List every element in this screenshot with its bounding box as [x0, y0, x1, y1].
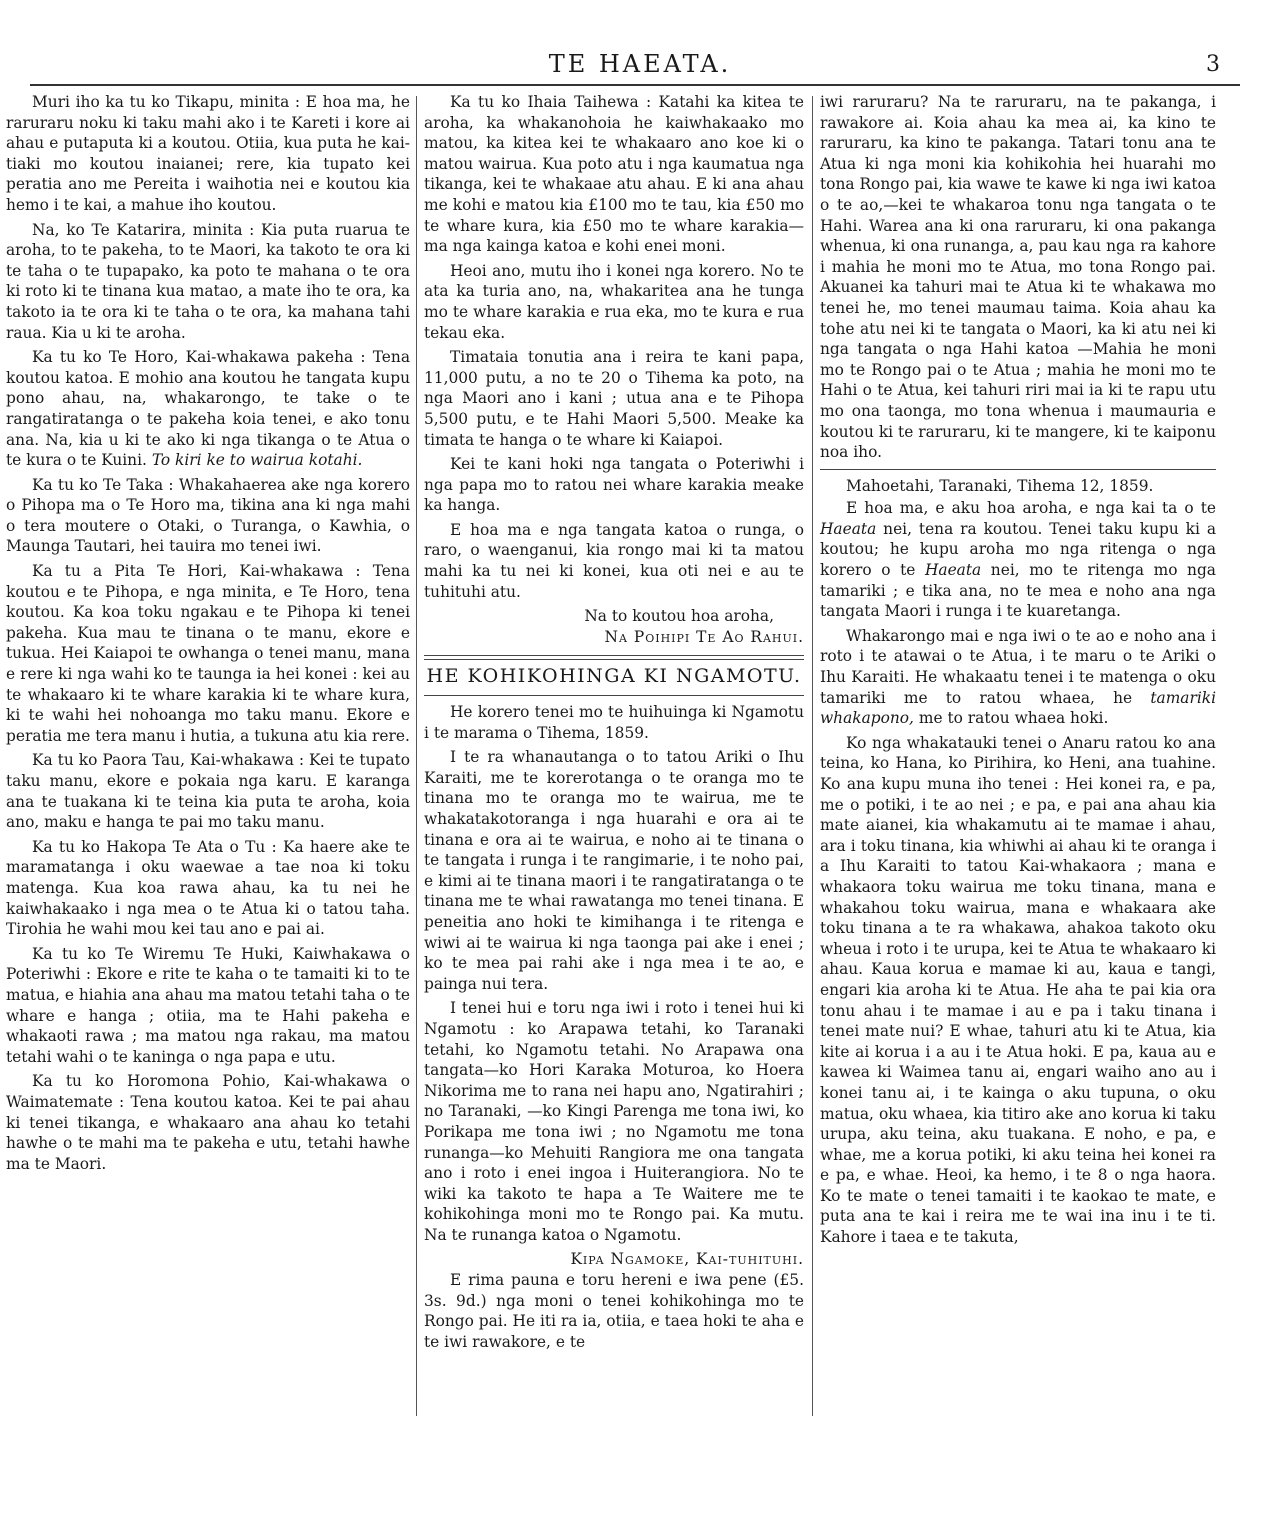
- column-1: [6, 92, 410, 1178]
- section-rule: [424, 655, 804, 660]
- paragraph: iwi raruraru? Na te raruraru, na te pakanga, i rawakore ai. Koia ahau ka mea ai, ka kino te raruraru, ka kino te pakanga. Tatari tonu ana te Atua ki nga moni kia kohikohia hei huarahi mo tona Rongo pai, kia wawe te kawe ki nga iwi katoa o te ao,—kei te whakaroa tonu nga tangata o te Hahi. Warea ana ki ona raruraru, ki ona pakanga whenua, ki ona runanga, a, pau kau nga ra kahore i mahia he moni mo te Atua, mo tona Rongo pai. Akuanei ka tahuri mai te Atua ki te whakawa mo tenei he, mo tenei maumau taima. Koia ahau ka tohe atu nei ki te tangata o Maori, ka ki atu nei ki nga tangata o nga Hahi katoa —Mahia he moni mo te Rongo pai o te Atua ; mahia he moni mo te Hahi o te Atua, kei tahuri riri mai ia ki te rapu utu mo ona taonga, mo tona whenua i maumauria e koutou ki te raruraru, ki te mangere, ki te kaiponu noa iho.: [820, 93, 1216, 462]
- page-header: [0, 40, 1280, 84]
- paragraph-text: Ka tu ko Te Horo, Kai-whakawa pakeha : Tena koutou katoa. E mohio ana koutou he tangata kupu pono ahau, na, whakarongo, te take o te rangatiratanga o te pakeha koia tenei, e ako tonu ana. Na, kia u ki te ako ki nga tikanga o te Atua o te kura o te Kuini.: [6, 348, 410, 470]
- paragraph: Ka tu a Pita Te Hori, Kai-whakawa : Tena koutou e te Pihopa, e nga minita, e Te Horo, tena koutou. Ka koa toku ngakau e te Pihopa ki tenei pakeha. Kua mau te tinana o te manu, ekore e tukua. Hei Kaiapoi te owhanga o tenei manu, mana e rere ki nga wahi ko te taunga ia hei konei : kei au te whakaaro ki te whare karakia ki te whare kura, ki te wahi hei nohoanga mo taku manu. Ekore e peratia me tera manu i hutia, a tukuna atu kia rere.: [6, 562, 410, 745]
- paragraph: Ka tu ko Paora Tau, Kai-whakawa : Kei te tupato taku manu, ekore e pokaia nga karu. E karanga ana te tuakana ki te teina kia puta te aroha, koia ano, maku e hanga te pai mo taku manu.: [6, 751, 410, 832]
- dateline: Mahoetahi, Taranaki, Tihema 12, 1859.: [846, 476, 1154, 495]
- paragraph-text: Whakarongo mai e nga iwi o te ao e noho ana i roto i te atawai o te Atua, i te maru o te Ariki o Ihu Karaiti. He whakaatu tenei i te matenga o oku tamariki me to ratou whaea, he: [820, 626, 1216, 707]
- paragraph: Heoi ano, mutu iho i konei nga korero. No te ata ka turia ano, na, whakaritea ana he tunga mo te whare karakia e rua eka, mo te kura e rua tekau eka.: [424, 261, 804, 342]
- newspaper-title: TE HAEATA.: [548, 50, 732, 78]
- paragraph-text: nei, tena ra koutou. Tenei taku kupu ki a koutou; he kupu aroha mo nga ritenga o nga korero o te: [820, 519, 1216, 580]
- paragraph: [820, 626, 1216, 729]
- column-3: [820, 92, 1216, 1252]
- paragraph: I te ra whanautanga o to tatou Ariki o Ihu Karaiti, me te korerotanga o te oranga mo te tinana mo te oranga mo te wairua, me te whakatakotoranga i nga huarahi e ora ai te tinana e ora ai te wairua, e noho ai te tinana o te tangata i runga i te rangimarie, i te noho pai, e kimi ai te tinana maori i te rangatiratanga o te tinana me te whai rawatanga mo tenei tinana. E peneitia ano hoki te kimihanga i te ritenga e wiwi ai te wairua ki nga taonga pai ake i enei ; ko te mea pai rahi ake i nga mea i te ao, e painga nui tera.: [424, 748, 804, 993]
- letter-closing: Na to koutou hoa aroha,: [584, 607, 774, 626]
- paragraph: I tenei hui e toru nga iwi i roto i tenei hui ki Ngamotu : ko Arapawa tetahi, ko Taranaki tetahi, ko Ngamotu tetahi. No Arapawa ona tangata—ko Hori Karaka Moturoa, ko Hoera Nikorima me to rana nei hapu ano, Ngatirahiri ; no Taranaki, —ko Kingi Parenga me tona iwi, ko Porikapa me tona iwi ; no Ngamotu me tona runanga—ko Mehuiti Rangiora me ona tangata ano i roto i enei ingoa i Huiterangiora. No te wiki ka takoto te hapa a Te Waitere me te kohikohinga moni mo te Rongo pai. Ka mutu. Na te runanga katoa o Ngamotu.: [424, 999, 804, 1244]
- paragraph: [6, 347, 410, 471]
- paragraph-text: nei, mo te ritenga mo nga tamariki ; e tika ana, no te mea e noho ana nga tangata Maori i runga i te kuaretanga.: [820, 561, 1216, 621]
- paragraph: Ka tu ko Te Taka : Whakahaerea ake nga korero o Pihopa ma o Te Horo ma, tikina ana ki nga mahi o tera moutere o Otaki, o Turanga, o Kawhia, o Maunga Tautari, hei tauira mo tenei iwi.: [6, 475, 410, 556]
- paragraph: Timataia tonutia ana i reira te kani papa, 11,000 putu, a no te 20 o Tihema ka poto, na nga Maori ano i kani ; utua ana e te Pihopa 5,500 putu, e te Hahi Maori 5,500. Meake ka timata te hanga o te whare ki Kaiapoi.: [424, 348, 804, 449]
- italic-phrase: tamariki whakapono,: [820, 688, 1216, 728]
- paragraph: Ka tu ko Hakopa Te Ata o Tu : Ka haere ake te maramatanga i oku waewae a tae noa ki toku matenga. Kua koa rawa ahau, ka tu nei he kaiwhakaako i nga mea o te Atua ki o tatou taha. Tirohia he wahi mou kei tau ano e pai ai.: [6, 837, 410, 939]
- paragraph: E rima pauna e toru hereni e iwa pene (£5. 3s. 9d.) nga moni o tenei kohikohinga mo te Rongo pai. He iti ra ia, otiia, e taea hoki te aha e te iwi rawakore, e te: [424, 1271, 804, 1351]
- italic-word: Haeata: [924, 561, 982, 580]
- paragraph: [820, 498, 1216, 622]
- article-signature: Kipa Ngamoke, Kai-tuhituhi.: [570, 1250, 804, 1269]
- paragraph: Kei te kani hoki nga tangata o Poteriwhi i nga papa mo to ratou nei whare karakia meake ka hanga.: [424, 455, 804, 515]
- paragraph-text: E hoa ma, e aku hoa aroha, e nga kai ta o te: [846, 499, 1216, 518]
- paragraph: Ko nga whakatauki tenei o Anaru ratou ko ana teina, ko Hana, ko Pirihira, ko Heni, ana tuahine. Ko ana kupu muna iho tenei : Hei konei ra, e pa, me o potiki, i te ao nei ; e pa, e pai ana ahau kia mate aianei, kia whakamutu ai te mamae i ahau, ara i toku tinana, kia whiwhi ai ahau ki te oranga i a Ihu Karaiti to tatou Kai-whakaora ; mana e whakaora toku wairua me toku tinana, mana e whakahou toku wairua, mana e whakaara ake toku tinana a te ra whakawa, ahakoa takoto oku wheua i roto i te urupa, kei te Atua te whakaaro ki ahau. Kaua korua e mamae ki au, kaua e tangi, engari kia aroha ki te Atua. He aha te pai kia ora tonu ahau i te mamae i au e pa i taku tinana i tenei mate nui? E whae, tahuri atu ki te Atua, kia kite ai korua i a au i te Atua hoki. E pa, kaua au e kawea ki Waimea tanu ai, engari waiho ano au i konei tanu ai, i te kainga o aku tupuna, o oku matua, oku whaea, kia titiro ake ano korua ki taku urupa, aku teina, aku tuakana. E noho, e pa, e whae, me a korua potiki, ki aku teina hei konei ra e pa, e whae. Heoi, ka hemo, i te 8 o nga haora. Ko te mate o tenei tamaiti i te kaokao te mate, e puta ana te kai i reira me te wai ina inu i te ti. Kahore i taea e te takuta,: [820, 733, 1216, 1247]
- section-rule: [820, 469, 1216, 470]
- paragraph: He korero tenei mo te huihuinga ki Ngamotu i te marama o Tihema, 1859.: [424, 703, 804, 742]
- header-rule: [30, 84, 1240, 86]
- paragraph: Ka tu ko Te Wiremu Te Huki, Kaiwhakawa o Poteriwhi : Ekore e rite te kaha o te tamaiti ki to te matua, e hiahia ana ahau ma matou tetahi taha o te whare e hanga ; otiia, ma te Hahi pakeha e whakaoti rawa ; ma matou nga rakau, ma matou tetahi wahi o te kaninga o nga papa e utu.: [6, 944, 410, 1066]
- page-number: 3: [1206, 52, 1220, 77]
- paragraph: Muri iho ka tu ko Tikapu, minita : E hoa ma, he raruraru noku ki taku mahi ako i te Kareti i kore ai ahau e putaputa ki a koutou. Otiia, kua puta he kai-tiaki mo koutou inaianei; rere, kia tupato kei peratia ano me Pereita i waihotia nei e koutou kia hemo i te kai, a mahue iho koutou.: [6, 93, 410, 214]
- column-divider-2: [812, 96, 813, 1416]
- italic-phrase: To kiri ke to wairua kotahi.: [151, 451, 363, 470]
- section-heading: HE KOHIKOHINGA KI NGAMOTU.: [426, 665, 802, 688]
- paragraph: E hoa ma e nga tangata katoa o runga, o raro, o waenganui, kia rongo mai ki ta matou mahi ka tu nei ki konei, kua oti nei e au te tuhituhi atu.: [424, 520, 804, 601]
- heading-rule: [424, 695, 804, 696]
- italic-word: Haeata: [820, 519, 877, 538]
- column-divider-1: [416, 96, 417, 1416]
- column-2: [424, 92, 804, 1356]
- paragraph: Na, ko Te Katarira, minita : Kia puta ruarua te aroha, to te pakeha, to te Maori, ka takoto te ora ki te taha o te tupapako, ka poto te mahana o te ora ki roto ki te tinana kua matao, a mate iho te ora, ka takoto ia te ora ki te taha o te ora, ka mahana tahi raua. Kia u ki te aroha.: [6, 220, 410, 342]
- paragraph: Ka tu ko Horomona Pohio, Kai-whakawa o Waimatemate : Tena koutou katoa. Kei te pai ahau ki tenei tikanga, e whakaaro ana ahau ko tetahi hawhe o te mahi ma te pakeha e utu, tetahi hawhe ma te Maori.: [6, 1072, 410, 1173]
- paragraph-text: me to ratou whaea hoki.: [918, 709, 1109, 728]
- paragraph: Ka tu ko Ihaia Taihewa : Katahi ka kitea te aroha, ka whakanohoia he kaiwhakaako mo matou, ka kitea kei te whakaaro ano koe ki o matou wairua. Kua poto atu i nga kaumatua nga tikanga, kei te whakaae atu ahau. E ki ana ahau me kohi e matou kia £100 mo te tau, kia £50 mo te whare kura, kia £50 mo te whare karakia—ma nga kainga katoa e kohi enei moni.: [424, 93, 804, 256]
- letter-signature: Na Poihipi Te Ao Rahui.: [604, 627, 804, 646]
